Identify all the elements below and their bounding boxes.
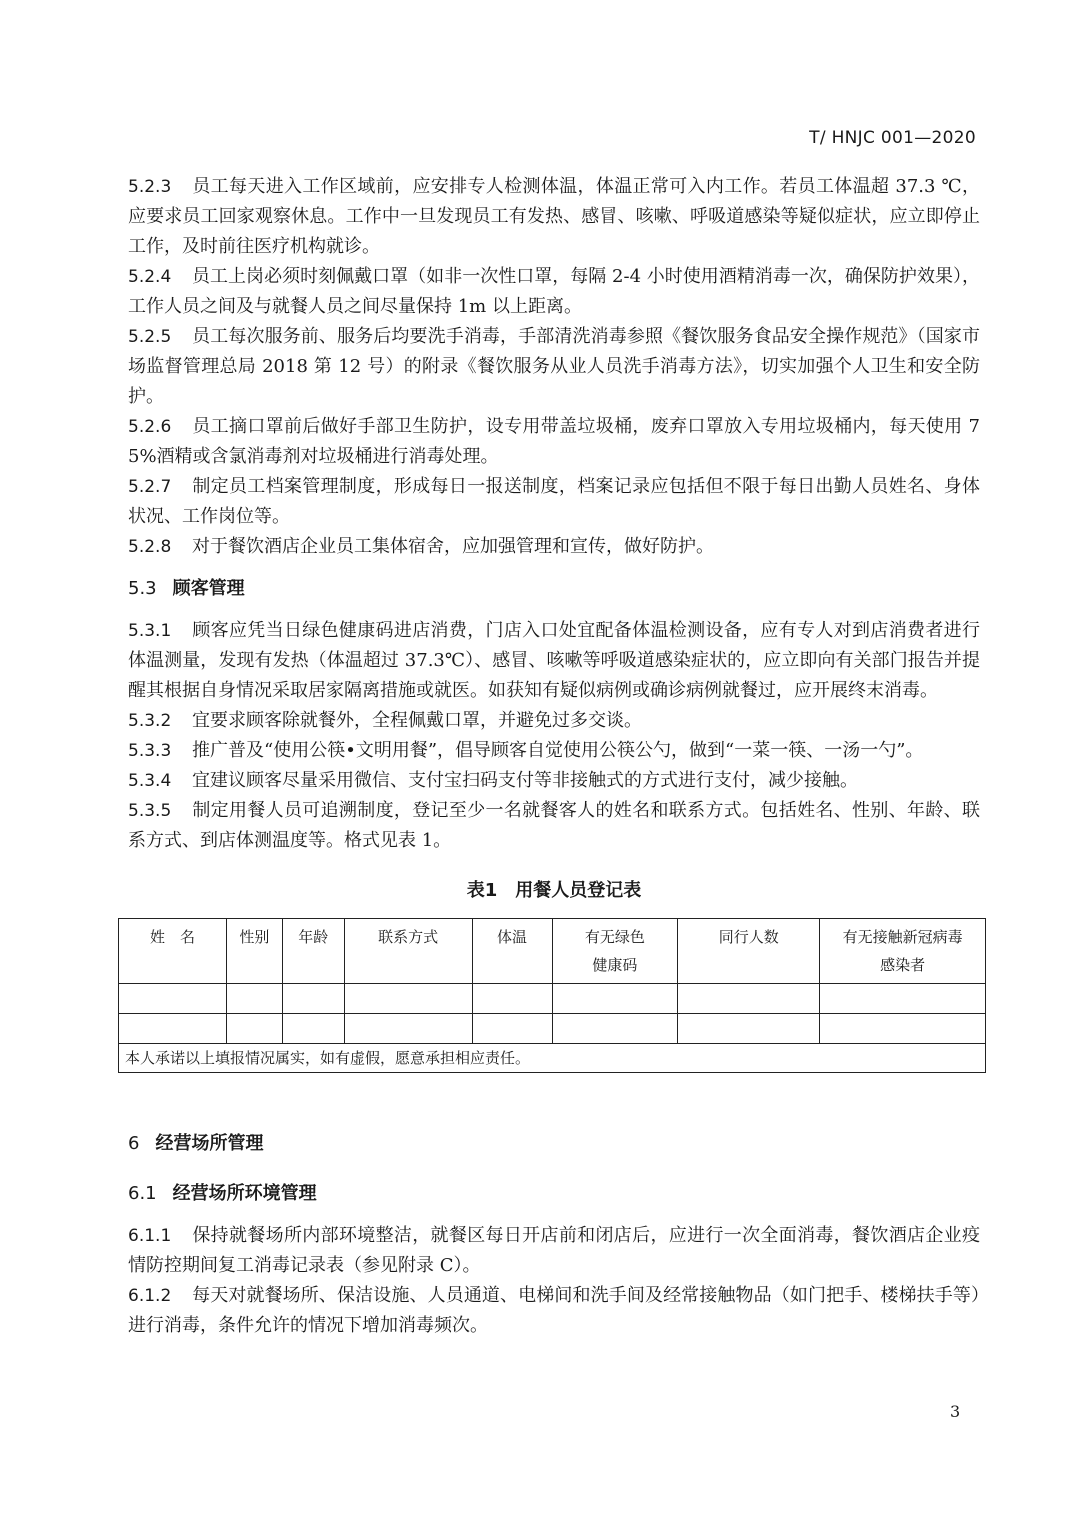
header-gender: 性别 — [226, 919, 282, 984]
clause-text: 员工摘口罩前后做好手部卫生防护，设专用带盖垃圾桶，废弃口罩放入专用垃圾桶内，每天使用 75%酒精或含氯消毒剂对垃圾桶进行消毒处理。 — [128, 416, 980, 467]
section-heading-5-3 — [128, 574, 980, 604]
clause-text: 顾客应凭当日绿色健康码进店消费，门店入口处宜配备体温检测设备，应有专人对到店消费者进行体温测量，发现有发热（体温超过 37.3℃）、感冒、咳嗽等呼吸道感染症状的，应立即向有关部门报告并提醒其根据自身情况采取居家隔离措施或就医。如获知有疑似病例或确诊病例就餐过，应开展终末消毒。 — [128, 620, 980, 701]
section-title: 经营场所环境管理 — [172, 1183, 317, 1204]
clause-5-2-3 — [128, 172, 980, 262]
clause-6-1-1 — [128, 1221, 980, 1281]
header-temperature: 体温 — [472, 919, 552, 984]
section-number: 6 — [128, 1133, 140, 1154]
clause-text: 对于餐饮酒店企业员工集体宿舍，应加强管理和宣传，做好防护。 — [192, 536, 714, 557]
table-cell — [472, 984, 552, 1014]
table-cell — [344, 1014, 472, 1044]
clause-text: 推广普及“使用公筷•文明用餐”，倡导顾客自觉使用公筷公勺，做到“一菜一筷、一汤一勺”。 — [192, 740, 924, 761]
clause-number: 5.3.2 — [128, 711, 172, 731]
header-health-code: 有无绿色 健康码 — [552, 919, 678, 984]
table-row — [119, 1014, 986, 1044]
table-cell — [678, 984, 820, 1014]
table-cell — [226, 984, 282, 1014]
table-note: 本人承诺以上填报情况属实，如有虚假，愿意承担相应责任。 — [119, 1044, 986, 1073]
clause-5-2-5 — [128, 322, 980, 412]
table-note-row — [119, 1044, 986, 1073]
header-name: 姓 名 — [119, 919, 227, 984]
section-number: 6.1 — [128, 1183, 157, 1204]
table-cell — [282, 984, 344, 1014]
clause-number: 5.2.5 — [128, 327, 172, 347]
header-contact-history: 有无接触新冠病毒 感染者 — [820, 919, 986, 984]
table-row — [119, 984, 986, 1014]
clause-text: 员工每天进入工作区域前，应安排专人检测体温，体温正常可入内工作。若员工体温超 37.3 ℃，应要求员工回家观察休息。工作中一旦发现员工有发热、感冒、咳嗽、呼吸道感染等疑似症状，应立即停止工作，及时前往医疗机构就诊。 — [128, 176, 980, 257]
header-age: 年龄 — [282, 919, 344, 984]
clause-5-3-3 — [128, 736, 980, 766]
table-header-row — [119, 919, 986, 984]
clause-6-1-2 — [128, 1281, 980, 1341]
table-cell — [119, 984, 227, 1014]
header-contact: 联系方式 — [344, 919, 472, 984]
clause-text: 员工上岗必须时刻佩戴口罩（如非一次性口罩，每隔 2-4 小时使用酒精消毒一次，确保防护效果），工作人员之间及与就餐人员之间尽量保持 1m 以上距离。 — [128, 266, 980, 317]
table-cell — [552, 1014, 678, 1044]
table-cell — [344, 984, 472, 1014]
clause-number: 5.3.1 — [128, 621, 172, 641]
header-companions: 同行人数 — [678, 919, 820, 984]
clause-text: 每天对就餐场所、保洁设施、人员通道、电梯间和洗手间及经常接触物品（如门把手、楼梯扶手等）进行消毒，条件允许的情况下增加消毒频次。 — [128, 1285, 980, 1336]
clause-number: 5.2.4 — [128, 267, 172, 287]
clause-number: 6.1.1 — [128, 1226, 172, 1246]
clause-number: 5.3.4 — [128, 771, 172, 791]
clause-5-3-1 — [128, 616, 980, 706]
table-cell — [820, 984, 986, 1014]
clause-number: 5.3.5 — [128, 801, 172, 821]
clause-5-2-8 — [128, 532, 980, 562]
clause-number: 5.2.7 — [128, 477, 172, 497]
section-heading-6 — [128, 1129, 980, 1159]
clause-number: 5.3.3 — [128, 741, 172, 761]
clause-text: 保持就餐场所内部环境整洁，就餐区每日开店前和闭店后，应进行一次全面消毒，餐饮酒店企业疫情防控期间复工消毒记录表（参见附录 C）。 — [128, 1225, 980, 1276]
page-number: 3 — [950, 1402, 961, 1421]
document-code: T/ HNJC 001—2020 — [809, 128, 976, 148]
clause-text: 员工每次服务前、服务后均要洗手消毒，手部清洗消毒参照《餐饮服务食品安全操作规范》（国家市场监督管理总局 2018 第 12 号）的附录《餐饮服务从业人员洗手消毒方法》，切实加强个人卫生和安全防护。 — [128, 326, 980, 407]
table-cell — [119, 1014, 227, 1044]
clause-number: 5.2.8 — [128, 537, 172, 557]
clause-text: 宜建议顾客尽量采用微信、支付宝扫码支付等非接触式的方式进行支付，减少接触。 — [192, 770, 858, 791]
clause-5-3-2 — [128, 706, 980, 736]
section-number: 5.3 — [128, 578, 157, 599]
document-body — [125, 172, 980, 1341]
table-cell — [552, 984, 678, 1014]
table-cell — [226, 1014, 282, 1044]
section-heading-6-1 — [128, 1179, 980, 1209]
table-cell — [282, 1014, 344, 1044]
clause-number: 5.2.6 — [128, 417, 172, 437]
clause-5-3-4 — [128, 766, 980, 796]
clause-text: 宜要求顾客除就餐外，全程佩戴口罩，并避免过多交谈。 — [192, 710, 642, 731]
table-cell — [678, 1014, 820, 1044]
clause-5-3-5 — [128, 796, 980, 856]
clause-5-2-4 — [128, 262, 980, 322]
clause-number: 5.2.3 — [128, 177, 172, 197]
clause-5-2-7 — [128, 472, 980, 532]
table-title: 表1 用餐人员登记表 — [466, 880, 642, 901]
clause-number: 6.1.2 — [128, 1286, 172, 1306]
section-title: 经营场所管理 — [155, 1133, 264, 1154]
registration-table — [118, 918, 986, 1073]
clause-5-2-6 — [128, 412, 980, 472]
table-cell — [472, 1014, 552, 1044]
table-cell — [820, 1014, 986, 1044]
clause-text: 制定用餐人员可追溯制度，登记至少一名就餐客人的姓名和联系方式。包括姓名、性别、年龄、联系方式、到店体测温度等。格式见表 1。 — [128, 800, 980, 851]
section-title: 顾客管理 — [172, 578, 245, 599]
clause-text: 制定员工档案管理制度，形成每日一报送制度，档案记录应包括但不限于每日出勤人员姓名、身体状况、工作岗位等。 — [128, 476, 980, 527]
